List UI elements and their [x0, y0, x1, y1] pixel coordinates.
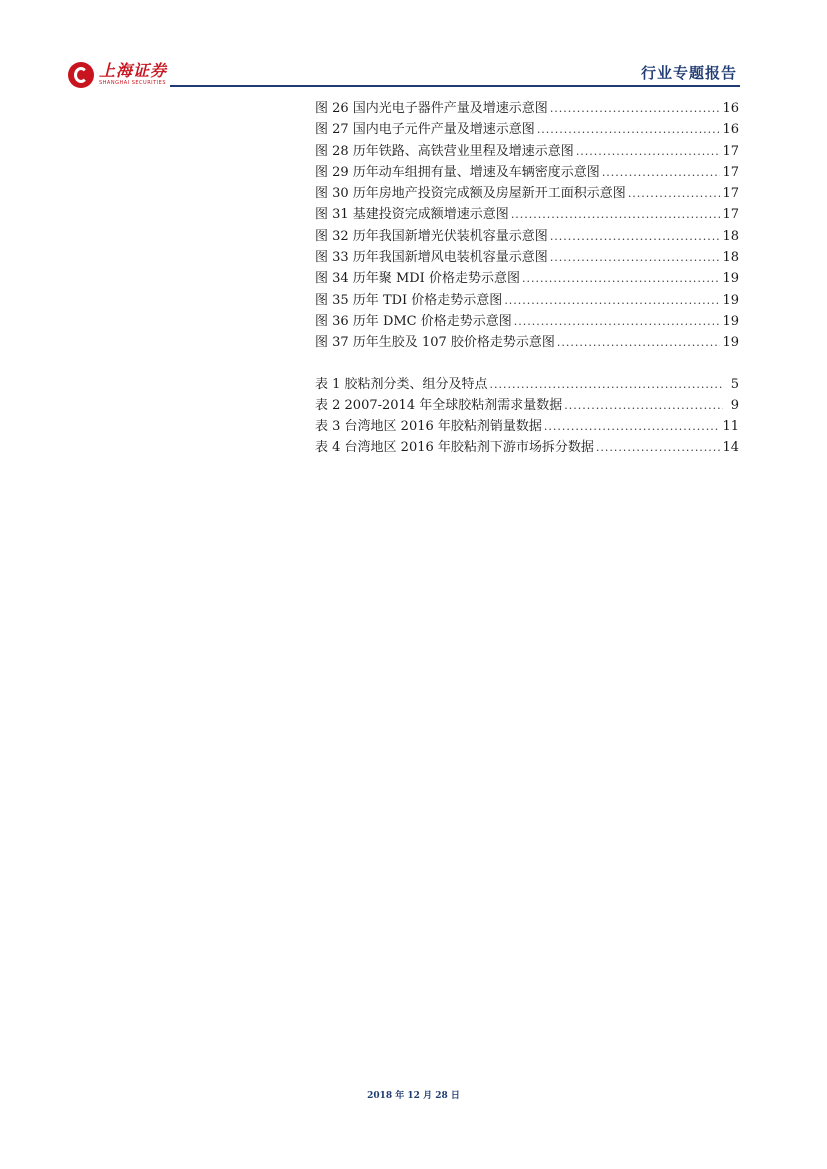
- dot-leader: [522, 268, 721, 289]
- toc-entry-page-number: 11: [722, 419, 739, 435]
- dot-leader: [537, 119, 721, 140]
- toc-entry-page-number: 19: [722, 313, 739, 329]
- toc-figure-entry[interactable]: [315, 311, 739, 332]
- toc-entry-label: 图 31 基建投资完成额增速示意图: [315, 207, 509, 223]
- toc-entry-label: 表 1 胶粘剂分类、组分及特点: [315, 376, 488, 392]
- toc-figure-entry[interactable]: [315, 247, 739, 268]
- toc-entry-page-number: 5: [730, 376, 739, 392]
- logo-english-name: SHANGHAI SECURITIES: [99, 80, 167, 86]
- logo-emblem-icon: [68, 62, 94, 88]
- toc-entry-label: 图 28 历年铁路、高铁营业里程及增速示意图: [315, 143, 574, 159]
- report-type-title: 行业专题报告: [640, 64, 737, 82]
- dot-leader: [511, 204, 721, 225]
- toc-table-entry[interactable]: [315, 374, 739, 395]
- toc-entry-page-number: 16: [722, 122, 739, 138]
- toc-figure-entry[interactable]: [315, 98, 739, 119]
- dot-leader: [504, 290, 720, 311]
- dot-leader: [576, 141, 721, 162]
- toc-table-entry[interactable]: [315, 395, 739, 416]
- toc-entry-label: 表 4 台湾地区 2016 年胶粘剂下游市场拆分数据: [315, 440, 594, 456]
- company-logo: [68, 62, 167, 88]
- toc-figure-entry[interactable]: [315, 290, 739, 311]
- toc-entry-label: 图 35 历年 TDI 价格走势示意图: [315, 292, 503, 308]
- toc-entry-page-number: 19: [722, 335, 739, 351]
- toc-figure-entry[interactable]: [315, 268, 739, 289]
- footer-date: 2018 年 12 月 28 日: [367, 1091, 460, 1101]
- toc-entry-page-number: 16: [722, 101, 739, 116]
- toc-entry-page-number: 17: [722, 143, 739, 159]
- dot-leader: [550, 98, 721, 119]
- toc-figure-entry[interactable]: [315, 162, 739, 183]
- toc-entry-page-number: 17: [722, 164, 739, 180]
- toc-entry-page-number: 19: [722, 271, 739, 287]
- toc-entry-label: 图 34 历年聚 MDI 价格走势示意图: [315, 271, 520, 287]
- table-list: [315, 374, 739, 459]
- toc-entry-page-number: 17: [722, 186, 739, 202]
- dot-leader: [628, 183, 721, 204]
- logo-chinese-name: 上海证券: [99, 61, 168, 80]
- toc-entry-label: 图 32 历年我国新增光伏装机容量示意图: [315, 228, 548, 244]
- dot-leader: [550, 247, 721, 268]
- toc-entry-page-number: 18: [722, 228, 739, 244]
- dot-leader: [596, 437, 721, 458]
- toc-figure-entry[interactable]: [315, 226, 739, 247]
- dot-leader: [564, 395, 723, 416]
- toc-entry-label: 图 29 历年动车组拥有量、增速及车辆密度示意图: [315, 164, 600, 180]
- toc-entry-label: 表 3 台湾地区 2016 年胶粘剂销量数据: [315, 419, 542, 435]
- dot-leader: [550, 226, 721, 247]
- toc-entry-label: 图 30 历年房地产投资完成额及房屋新开工面积示意图: [315, 186, 626, 202]
- toc-entry-label: 图 33 历年我国新增风电装机容量示意图: [315, 250, 548, 266]
- toc-entry-page-number: 14: [722, 440, 739, 456]
- toc-figure-entry[interactable]: [315, 119, 739, 140]
- dot-leader: [514, 311, 721, 332]
- toc-figure-entry[interactable]: [315, 183, 739, 204]
- toc-entry-label: 表 2 2007-2014 年全球胶粘剂需求量数据: [315, 397, 563, 413]
- toc-entry-page-number: 9: [730, 397, 739, 413]
- toc-figure-entry[interactable]: [315, 332, 739, 353]
- toc-entry-label: 图 26 国内光电子器件产量及增速示意图: [315, 101, 548, 116]
- toc-table-entry[interactable]: [315, 437, 739, 458]
- dot-leader: [602, 162, 721, 183]
- table-of-contents: [315, 98, 739, 459]
- dot-leader: [544, 416, 721, 437]
- page-header: [0, 0, 827, 100]
- toc-figure-entry[interactable]: [315, 141, 739, 162]
- figure-list: [315, 98, 739, 354]
- dot-leader: [490, 374, 723, 395]
- toc-entry-page-number: 19: [722, 292, 739, 308]
- logo-text: [99, 62, 167, 87]
- toc-figure-entry[interactable]: [315, 204, 739, 225]
- toc-entry-page-number: 18: [722, 250, 739, 266]
- header-divider: [170, 85, 740, 87]
- toc-entry-label: 图 37 历年生胶及 107 胶价格走势示意图: [315, 335, 555, 351]
- toc-entry-label: 图 27 国内电子元件产量及增速示意图: [315, 122, 535, 138]
- dot-leader: [557, 332, 721, 353]
- toc-entry-page-number: 17: [722, 207, 739, 223]
- toc-table-entry[interactable]: [315, 416, 739, 437]
- toc-entry-label: 图 36 历年 DMC 价格走势示意图: [315, 313, 512, 329]
